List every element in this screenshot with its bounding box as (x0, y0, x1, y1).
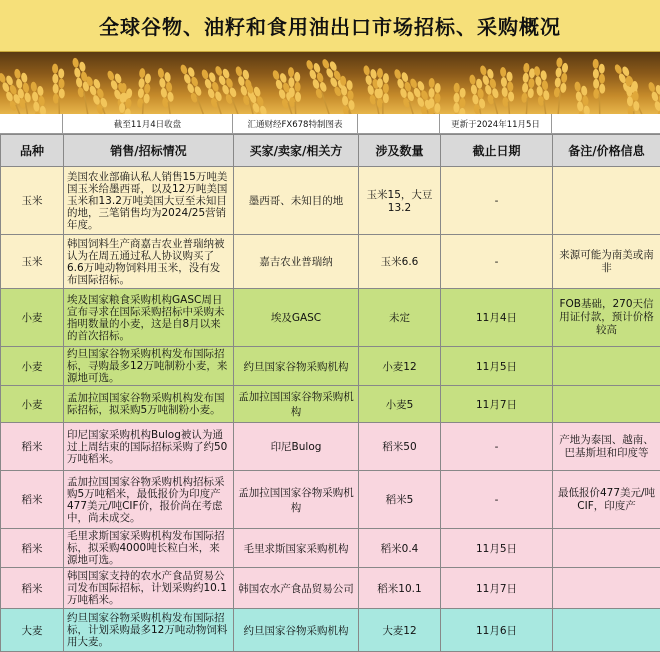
cell-variety: 稻米 (1, 471, 64, 529)
wheat-banner-image (0, 52, 660, 114)
cell-note: FOB基础，270天信用证付款，预计价格较高 (553, 289, 660, 347)
cell-variety: 小麦 (1, 289, 64, 347)
cell-variety: 玉米 (1, 235, 64, 289)
cell-party: 嘉吉农业普瑞纳 (234, 235, 359, 289)
meta-spacer-2 (358, 114, 440, 133)
cell-note (553, 386, 660, 423)
cell-quantity: 玉米15，大豆13.2 (359, 167, 441, 235)
meta-spacer (0, 114, 63, 133)
cell-variety: 小麦 (1, 347, 64, 386)
cell-party: 约旦国家谷物采购机构 (234, 609, 359, 652)
cell-note: 来源可能为南美或南非 (553, 235, 660, 289)
page-title: 全球谷物、油籽和食用油出口市场招标、采购概况 (99, 11, 561, 40)
cell-deadline: - (441, 423, 553, 471)
table-row (1, 386, 660, 423)
title-bar (0, 0, 660, 52)
cell-variety: 稻米 (1, 423, 64, 471)
cell-variety: 大麦 (1, 609, 64, 652)
cell-quantity: 稻米5 (359, 471, 441, 529)
cell-deadline: - (441, 235, 553, 289)
header-note: 备注/价格信息 (553, 135, 660, 167)
cell-party: 约旦国家谷物采购机构 (234, 347, 359, 386)
cell-quantity: 稻米50 (359, 423, 441, 471)
cell-description: 印尼国家采购机构Bulog被认为通过上周结束的国际招标采购了约50万吨稻米。 (64, 423, 234, 471)
cell-quantity: 未定 (359, 289, 441, 347)
cell-description: 孟加拉国国家谷物采购机构发布国际招标，拟采购5万吨制粉小麦。 (64, 386, 234, 423)
cell-quantity: 大麦12 (359, 609, 441, 652)
wheat-field-illustration (0, 52, 660, 114)
cell-description: 美国农业部确认私人销售15万吨美国玉米给墨西哥，以及12万吨美国玉米和13.2万吨美国大豆至未知目的地，三笔销售均为2024/25营销年度。 (64, 167, 234, 235)
cell-description: 约旦国家谷物采购机构发布国际招标，寻购最多12万吨制粉小麦，来源地可选。 (64, 347, 234, 386)
table-row (1, 235, 660, 289)
cell-deadline: 11月7日 (441, 568, 553, 609)
cell-deadline: - (441, 471, 553, 529)
header-quantity: 涉及数量 (359, 135, 441, 167)
cell-quantity: 稻米10.1 (359, 568, 441, 609)
header-variety: 品种 (1, 135, 64, 167)
cell-description: 孟加拉国国家谷物采购机构招标采购5万吨稻米，最低报价为印度产477美元/吨CIF价，报价尚在考虑中，尚未成交。 (64, 471, 234, 529)
cell-party: 印尼Bulog (234, 423, 359, 471)
cell-note (553, 347, 660, 386)
table-header-row (1, 135, 660, 167)
close-note: 截至11月4日收盘 (63, 114, 233, 133)
table-row (1, 167, 660, 235)
cell-deadline: 11月6日 (441, 609, 553, 652)
cell-note: 最低报价477美元/吨CIF，印度产 (553, 471, 660, 529)
tender-table (0, 134, 660, 652)
cell-quantity: 小麦12 (359, 347, 441, 386)
cell-deadline: 11月4日 (441, 289, 553, 347)
cell-description: 毛里求斯国家采购机构发布国际招标，拟采购4000吨长粒白米，来源地可选。 (64, 529, 234, 568)
cell-party: 韩国农水产食品贸易公司 (234, 568, 359, 609)
header-description: 销售/招标情况 (64, 135, 234, 167)
header-party: 买家/卖家/相关方 (234, 135, 359, 167)
cell-description: 约旦国家谷物采购机构发布国际招标，计划采购最多12万吨动物饲料用大麦。 (64, 609, 234, 652)
cell-deadline: 11月5日 (441, 529, 553, 568)
cell-variety: 小麦 (1, 386, 64, 423)
cell-party: 孟加拉国国家谷物采购机构 (234, 386, 359, 423)
header-deadline: 截止日期 (441, 135, 553, 167)
table-row (1, 347, 660, 386)
table-body (1, 167, 660, 652)
cell-party: 孟加拉国国家谷物采购机构 (234, 471, 359, 529)
cell-variety: 稻米 (1, 529, 64, 568)
update-date: 更新于2024年11月5日 (440, 114, 552, 133)
cell-variety: 玉米 (1, 167, 64, 235)
table-row (1, 529, 660, 568)
table-row (1, 568, 660, 609)
cell-note (553, 167, 660, 235)
cell-note (553, 568, 660, 609)
table-row (1, 289, 660, 347)
table-row (1, 423, 660, 471)
cell-note: 产地为泰国、越南、巴基斯坦和印度等 (553, 423, 660, 471)
cell-party: 墨西哥、未知目的地 (234, 167, 359, 235)
table-row (1, 609, 660, 652)
cell-party: 毛里求斯国家采购机构 (234, 529, 359, 568)
cell-variety: 稻米 (1, 568, 64, 609)
meta-row (0, 114, 660, 134)
cell-quantity: 稻米0.4 (359, 529, 441, 568)
cell-note (553, 529, 660, 568)
source-note: 汇通财经FX678特制图表 (233, 114, 358, 133)
cell-quantity: 小麦5 (359, 386, 441, 423)
cell-description: 韩国国家支持的农水产食品贸易公司发布国际招标，计划采购约10.1万吨稻米。 (64, 568, 234, 609)
cell-quantity: 玉米6.6 (359, 235, 441, 289)
cell-deadline: - (441, 167, 553, 235)
cell-deadline: 11月5日 (441, 347, 553, 386)
cell-party: 埃及GASC (234, 289, 359, 347)
cell-deadline: 11月7日 (441, 386, 553, 423)
table-row (1, 471, 660, 529)
cell-description: 埃及国家粮食采购机构GASC周日宣布寻求在国际采购招标中采购未指明数量的小麦，这是自8月以来的首次招标。 (64, 289, 234, 347)
cell-description: 韩国饲料生产商嘉吉农业普瑞纳被认为在周五通过私人协议购买了6.6万吨动物饲料用玉米，没有发布国际招标。 (64, 235, 234, 289)
cell-note (553, 609, 660, 652)
meta-spacer-3 (552, 114, 660, 133)
